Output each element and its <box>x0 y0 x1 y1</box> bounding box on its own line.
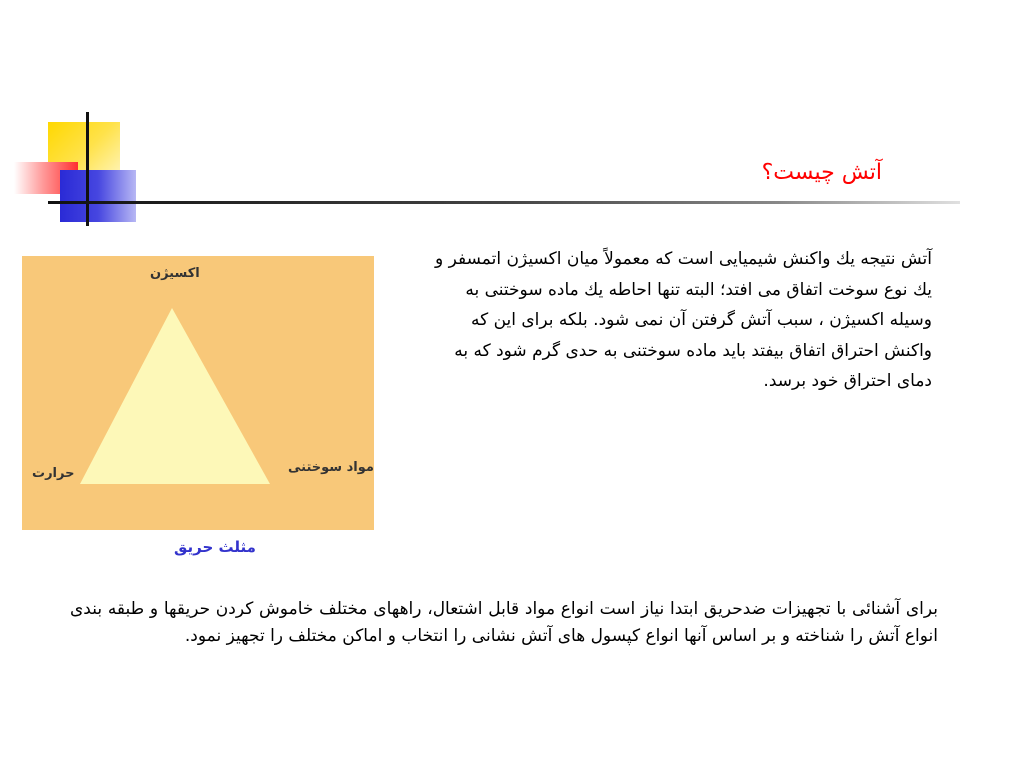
triangle-label-fuel: مواد سوختنی <box>288 460 374 475</box>
fire-triangle-shape <box>80 308 270 484</box>
decorative-blue-square <box>60 170 136 222</box>
fire-triangle-svg <box>22 256 374 530</box>
bottom-paragraph: برای آشنائی با تجهیزات ضدحریق ابتدا نیاز است انواع مواد قابل اشتعال، راههای مختلف خاموش کردن حریقها و طبقه بندی انواع آتش را شناخته و بر اساس آنها انواع کپسول های آتش نشانی را انتخاب و اماکن مختلف را تجهیز نمود. <box>70 599 938 646</box>
triangle-label-heat: حرارت <box>32 466 75 481</box>
main-paragraph: آتش نتیجه يك واكنش شيميايی است كه معمولاً ميان اكسيژن اتمسفر و يك نوع سوخت اتفاق می افتد؛ البته تنها احاطه يك ماده سوختنی به وسيله اكسيژن ، سبب آتش گرفتن آن نمی شود. بلكه برای اين كه واكنش احتراق اتفاق بيفتد بايد ماده سوختنی به حدی گرم شود كه به دمای احتراق خود برسد. <box>435 249 932 391</box>
slide-title: آتش چیست؟ <box>761 160 882 185</box>
decorative-vertical-line <box>86 112 89 226</box>
triangle-label-oxygen: اكسيژن <box>150 266 200 281</box>
fire-triangle-figure <box>22 256 374 530</box>
figure-caption: مثلث حریق <box>174 538 256 556</box>
title-underline <box>48 201 960 204</box>
